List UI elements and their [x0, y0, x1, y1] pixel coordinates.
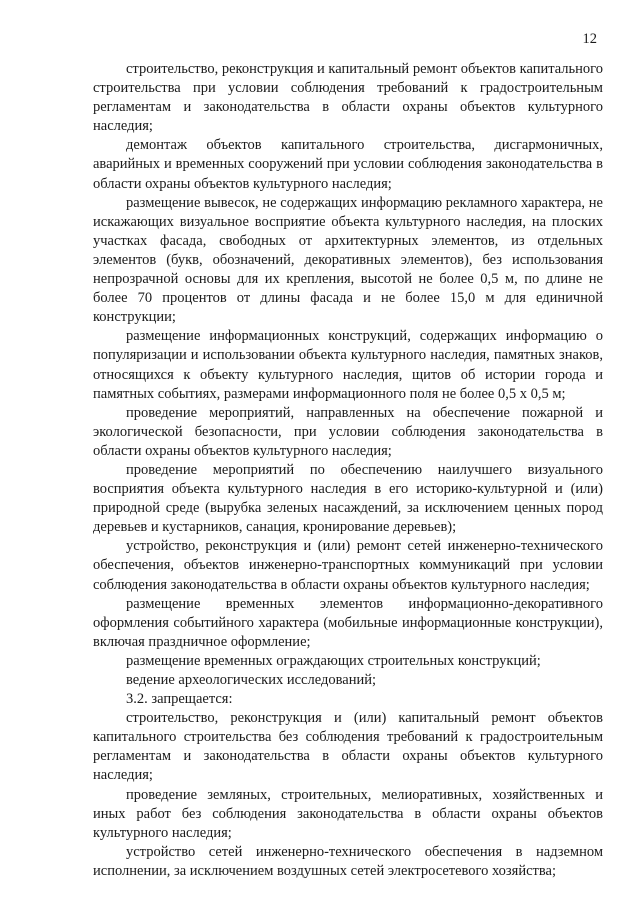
paragraph: демонтаж объектов капитального строительства, дисгармоничных, аварийных и временных сооружений при условии соблюдения законодательства в области охраны объектов культурного наследия;	[93, 137, 603, 192]
paragraph: проведение мероприятий, направленных на обеспечение пожарной и экологической безопасности, при условии соблюдения законодательства в области охраны объектов культурного наследия;	[93, 404, 603, 459]
section-heading: 3.2. запрещается:	[126, 691, 233, 708]
paragraph: размещение временных ограждающих строительных конструкций;	[126, 652, 541, 669]
paragraph: устройство, реконструкция и (или) ремонт сетей инженерно-технического обеспечения, объектов инженерно-транспортных коммуникаций при условии соблюдения законодательства в области охраны объектов культурного наследия;	[93, 538, 603, 593]
paragraph: размещение вывесок, не содержащих информацию рекламного характера, не искажающих визуальное восприятие объекта культурного наследия, на плоских участках фасада, свободных от архитектурных элементов, из отдельных элементов (букв, обозначений, декоративных элементов), без использования непрозрачной основы для их крепления, высотой не более 0,5 м, по длине не более 70 процентов от длины фасада и не более 15,0 м для единичной конструкции;	[93, 194, 603, 326]
paragraph: строительство, реконструкция и капитальный ремонт объектов капитального строительства при условии соблюдения требований к градостроительным регламентам и законодательства в области охраны объектов культурного наследия;	[93, 61, 603, 135]
paragraph: проведение земляных, строительных, мелиоративных, хозяйственных и иных работ без соблюдения законодательства в области охраны объектов культурного наследия;	[93, 786, 603, 841]
paragraph: размещение временных элементов информационно-декоративного оформления событийного характера (мобильные информационные конструкции), включая праздничное оформление;	[93, 595, 603, 650]
paragraph: ведение археологических исследований;	[126, 672, 377, 688]
paragraph: строительство, реконструкция и (или) капитальный ремонт объектов капитального строительства без соблюдения требований к градостроительным регламентам и законодательства в области охраны объектов культурного наследия;	[93, 710, 603, 784]
document-body	[93, 60, 603, 881]
paragraph: проведение мероприятий по обеспечению наилучшего визуального восприятия объекта культурного наследия в его историко-культурной и (или) природной среде (вырубка зеленых насаждений, за исключением ценных пород деревьев и кустарников, санация, кронирование деревьев);	[93, 461, 603, 536]
paragraph: устройство сетей инженерно-технического обеспечения в надземном исполнении, за исключением воздушных сетей электросетевого хозяйства;	[93, 843, 603, 879]
paragraph: размещение информационных конструкций, содержащих информацию о популяризации и использовании объекта культурного наследия, памятных знаков, относящихся к объекту культурного наследия, щитов об истории города и памятных событиях, размерами информационного поля не более 0,5 х 0,5 м;	[93, 328, 603, 402]
page-number: 12	[582, 31, 597, 47]
